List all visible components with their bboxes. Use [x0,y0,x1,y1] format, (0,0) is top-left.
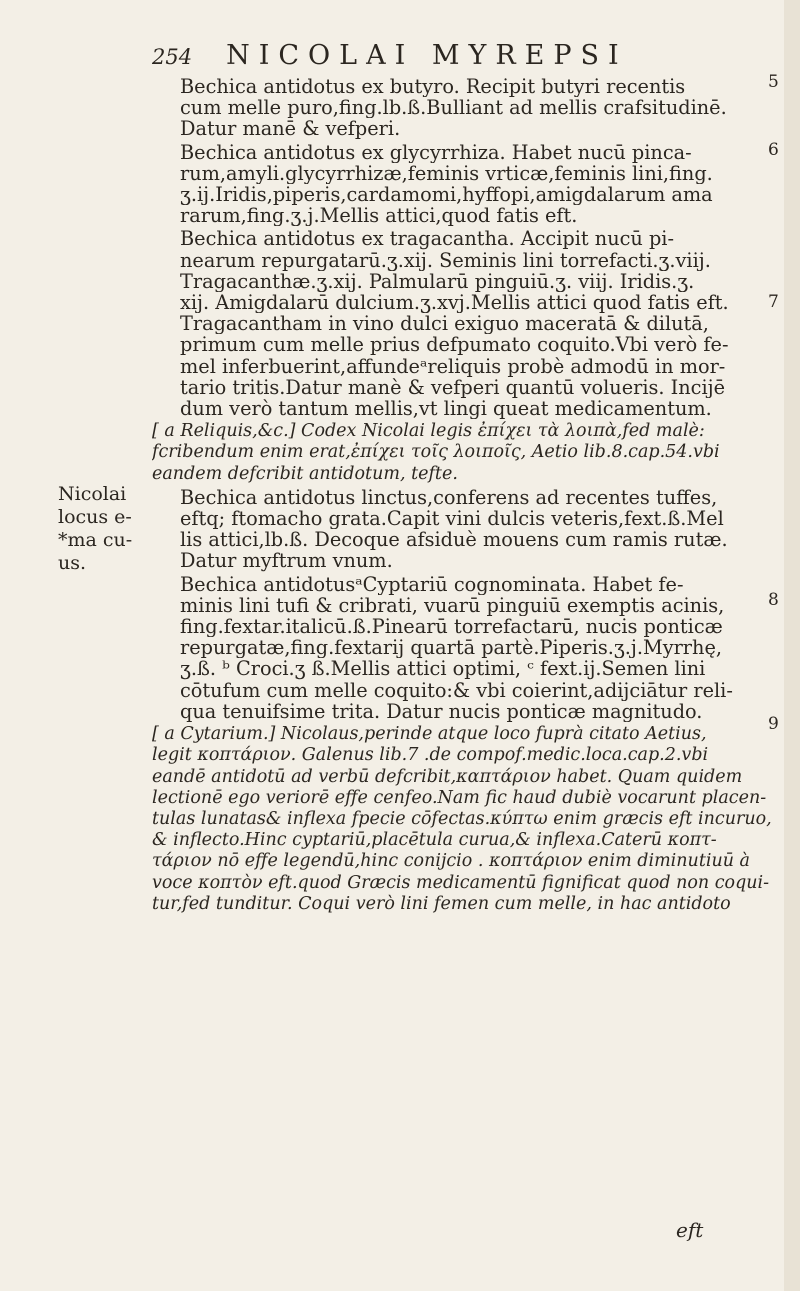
page-number: 254 [152,45,193,69]
note-line: eandē antidotū ad verbū defcribit,καπτάριον habet. Quam quidem [152,766,743,787]
text-line: repurgatæ,fing.fextarij quartā partè.Piperis.ʒ.j.Myrrhę, [180,637,722,659]
running-title: NICOLAI MYREPSI [226,40,628,71]
text-line: Bechica antidotus linctus,conferens ad recentes tuffes, [180,486,718,509]
marginal-line: locus e- [58,506,132,528]
text-line: Datur myftrum vnum. [180,550,393,572]
note-line: voce κοπτὸν eft.quod Græcis medicamentū fignificat quod non coqui- [152,872,770,893]
text-line: Bechica antidotus ex tragacantha. Accipit nucū pi- [180,228,674,250]
text-line: rarum,fing.ʒ.j.Mellis attici,quod fatis eft. [180,205,578,227]
note-line: τάριον nō effe legendū,hinc conijcio . κοπτάριον enim diminutiuū à [152,851,750,872]
text-line: qua tenuifsime trita. Datur nucis ponticæ magnitudo. [180,700,703,723]
margin-number: 7 [768,292,779,312]
text-line: xij. Amigdalarū dulcium.ʒ.xvj.Mellis attici quod fatis eft. [180,292,729,314]
note-line: tur,fed tunditur. Coqui verò lini femen cum melle, in hac antidoto [152,893,731,914]
recipe-linctus [152,487,784,572]
margin-number: 8 [768,590,779,610]
text-line: eftq; ftomacho grata.Capit vini dulcis veteris,fext.ß.Mel [180,508,724,530]
text-line: Bechica antidotus ex glycyrrhiza. Habet nucū pinca- [180,141,692,163]
text-line: mel inferbuerint,affundeᵃreliquis probè admodū in mor- [180,355,726,377]
text-line: cōtufum cum melle coquito:& vbi coierint,adijciātur reli- [180,679,733,701]
text-line: primum cum melle prius defpumato coquito.Vbi verò fe- [180,334,729,356]
recipe-cyptarium [152,574,784,722]
note-line: tulas lunatas& inflexa fpecie cōfectas.κύπτω enim græcis eft incuruo, [152,808,772,829]
text-line: nearum repurgatarū.ʒ.xij. Seminis lini torrefacti.ʒ.viij. [180,249,711,271]
annotation-reliquis [152,421,784,485]
text-line: dum verò tantum mellis,vt lingi queat medicamentum. [180,398,712,420]
margin-number: 6 [768,140,779,160]
page-body [152,76,784,917]
text-line: Datur manē & vefperi. [180,118,401,140]
note-line: lectionē ego veriorē effe cenfeo.Nam fic haud dubiè vocarunt placen- [152,787,767,808]
text-line: tario tritis.Datur manè & vefperi quantū volueris. Incijē [180,376,726,399]
marginal-line: *ma cu- [58,529,133,551]
text-line: Tragacantham in vino dulci exiguo maceratā & dilutā, [180,313,709,335]
text-line: Bechica antidotus ex butyro. Recipit butyri recentis [180,76,686,98]
text-line: ʒ.ß. ᵇ Croci.ʒ ß.Mellis attici optimi, ᶜ fext.ij.Semen lini [180,658,706,680]
margin-number: 5 [768,72,779,92]
note-line: legit κοπτάριον. Galenus lib.7 .de compof.medic.loca.cap.2.vbi [152,745,709,766]
catchword: eft [676,1218,704,1242]
note-line: [ a Cytarium.] Nicolaus,perinde atque loco fuprà citato Aetius, [152,724,707,745]
marginal-line: us. [58,552,87,574]
annotation-cytarium [152,724,784,915]
text-line: fing.fextar.italicū.ß.Pinearū torrefactarū, nucis ponticæ [180,616,723,638]
recipe-glycyrrhiza [152,142,784,227]
text-line: cum melle puro,fing.lb.ß.Bulliant ad mellis crafsitudinē. [180,97,727,119]
margin-number: 9 [768,714,779,734]
note-line: fcribendum enim erat,ἐπίχει τοῖς λοιποῖς, Aetio lib.8.cap.54.vbi [152,442,720,463]
marginal-note [58,483,138,575]
page-header [152,40,712,76]
recipe-butyro [152,76,784,140]
text-line: Bechica antidotusᵃCyptariū cognominata. Habet fe- [180,573,684,595]
page-edge [784,0,800,1291]
recipe-tragacantha [152,228,784,419]
text-line: minis lini tufi & cribrati, vuarū pinguiū exemptis acinis, [180,594,725,617]
note-line: & inflecto.Hinc cyptariū,placētula curua,& inflexa.Caterū κοπτ- [152,830,717,851]
text-line: Tragacanthæ.ʒ.xij. Palmularū pinguiū.ʒ. viij. Iridis.ʒ. [180,270,695,293]
text-line: lis attici,lb.ß. Decoque afsiduè mouens cum ramis rutæ. [180,529,728,551]
marginal-line: Nicolai [58,483,127,505]
text-line: ʒ.ij.Iridis,piperis,cardamomi,hyffopi,amigdalarum ama [180,184,713,206]
note-line: [ a Reliquis,&c.] Codex Nicolai legis ἐπίχει τὰ λοιπὰ,fed malè: [152,421,705,442]
note-line: eandem defcribit antidotum, tefte. [152,463,458,484]
text-line: rum,amyli.glycyrrhizæ,feminis vrticæ,feminis lini,fing. [180,162,713,185]
